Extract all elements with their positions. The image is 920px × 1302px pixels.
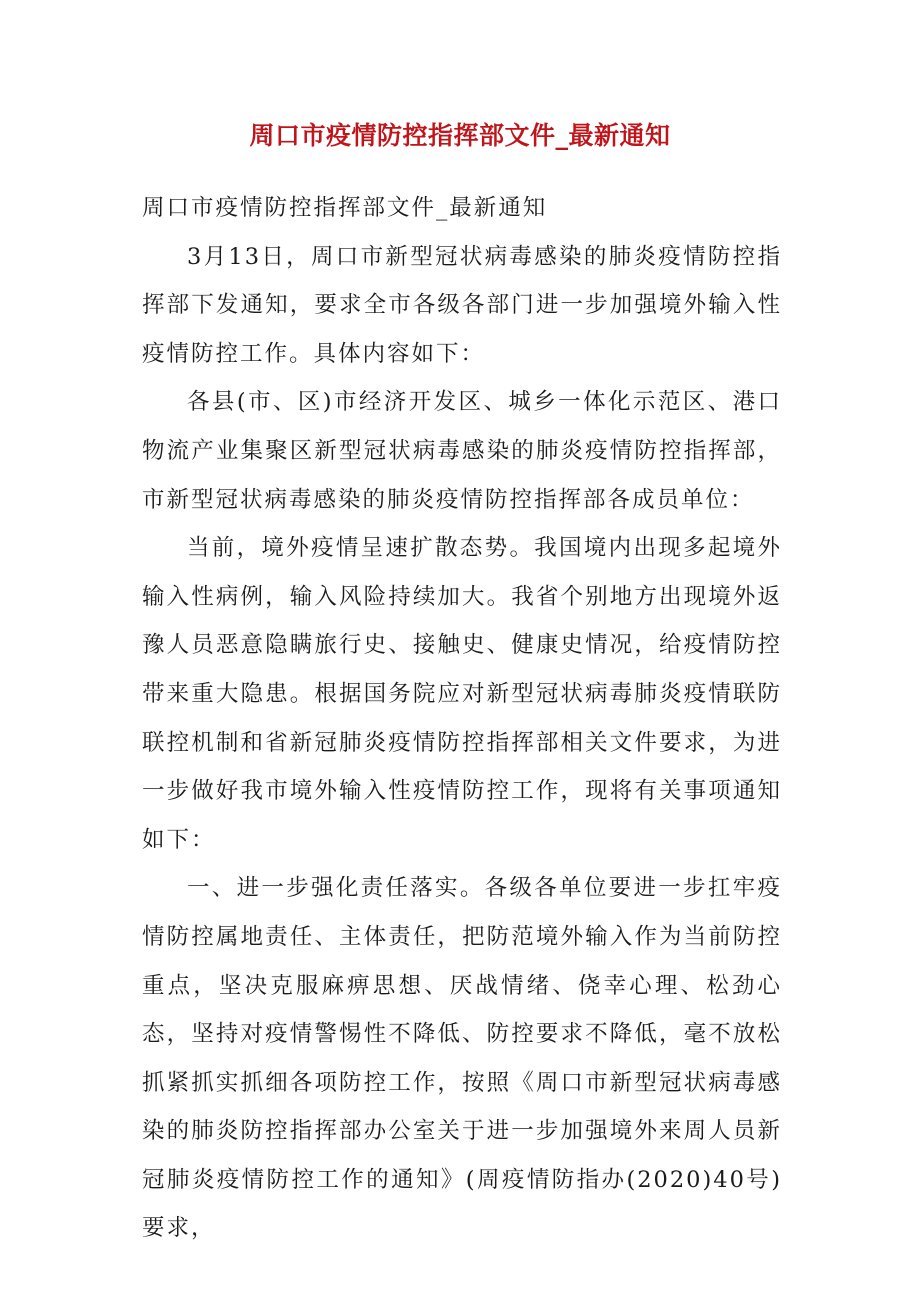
paragraph-situation: 当前，境外疫情呈速扩散态势。我国境内出现多起境外输入性病例，输入风险持续加大。我省个别地方出现境外返豫人员恶意隐瞒旅行史、接触史、健康史情况，给疫情防控带来重大隐患。根据国务院应对新型冠状病毒肺炎疫情联防联控机制和省新冠肺炎疫情防控指挥部相关文件要求，为进一步做好我市境外输入性疫情防控工作，现将有关事项通知如下： (142, 535, 782, 853)
body-heading-line: 周口市疫情防控指挥部文件_最新通知 (142, 195, 548, 221)
paragraph-item-one: 一、进一步强化责任落实。各级各单位要进一步扛牢疫情防控属地责任、主体责任，把防范境外输入作为当前防控重点，坚决克服麻痹思想、厌战情绪、侥幸心理、松劲心态，坚持对疫情警惕性不降低、防控要求不降低，毫不放松抓紧抓实抓细各项防控工作，按照《周口市新型冠状病毒感染的肺炎防控指挥部办公室关于进一步加强境外来周人员新冠肺炎疫情防控工作的通知》(周疫情防指办(2020)40号)要求， (142, 875, 782, 1242)
paragraph-recipients: 各县(市、区)市经济开发区、城乡一体化示范区、港口物流产业集聚区新型冠状病毒感染的肺炎疫情防控指挥部，市新型冠状病毒感染的肺炎疫情防控指挥部各成员单位： (142, 389, 782, 513)
document-body (142, 184, 782, 1253)
paragraph-intro: 3月13日，周口市新型冠状病毒感染的肺炎疫情防控指挥部下发通知，要求全市各级各部门进一步加强境外输入性疫情防控工作。具体内容如下： (142, 243, 782, 367)
document-title: 周口市疫情防控指挥部文件_最新通知 (249, 121, 671, 150)
